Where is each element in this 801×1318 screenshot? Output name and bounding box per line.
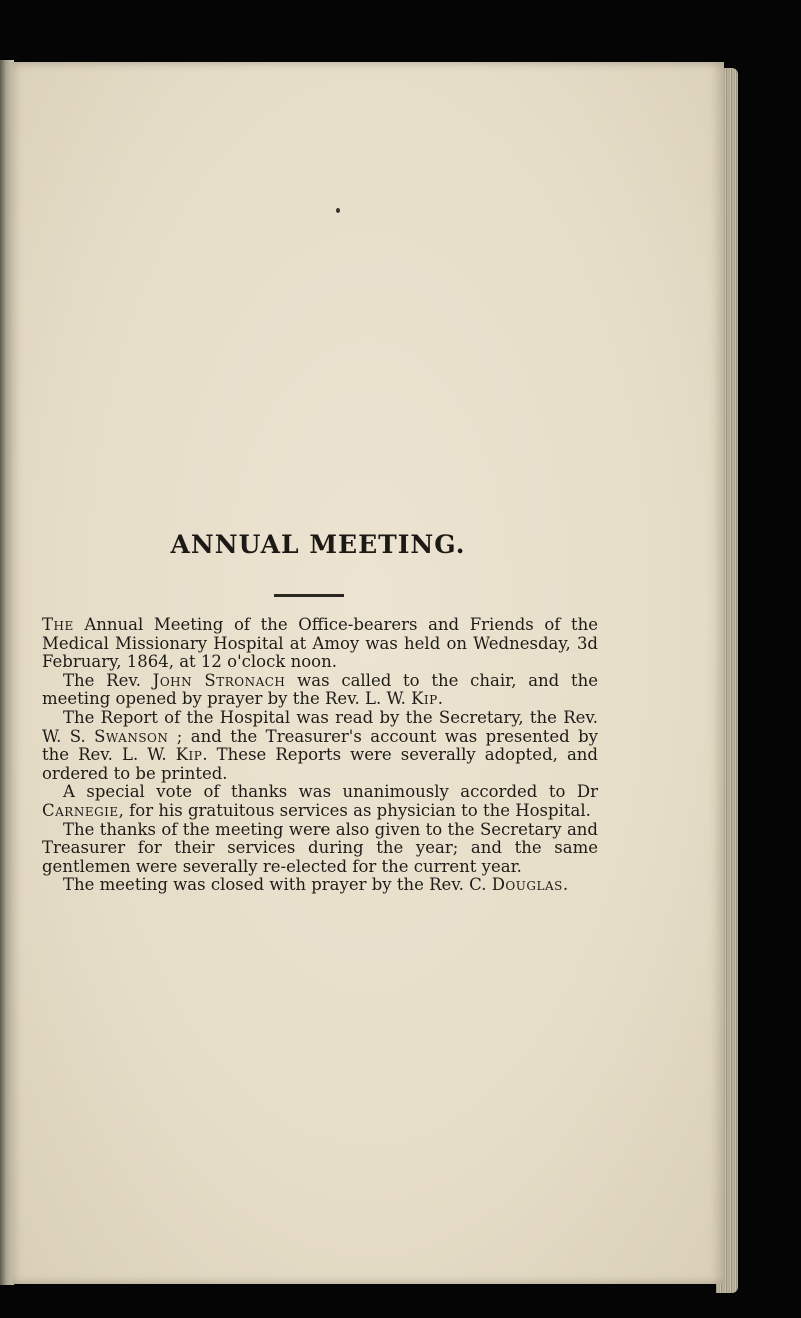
paragraph-text: was called to the chair, and the meeting opened by prayer by the Rev. L. W.	[42, 670, 599, 709]
paragraph-1	[42, 616, 598, 672]
lead-word: The	[42, 615, 74, 634]
meeting-minutes	[42, 616, 598, 895]
paragraph-2	[42, 672, 598, 709]
book-page	[12, 62, 724, 1284]
person-name: Kip	[411, 689, 438, 709]
paragraph-text: Annual Meeting of the Office-bearers and Friends of the Medical Missionary Hospital at Amoy was held on Wednesday, 3d February, 1864, at 12 o'clock noon.	[42, 615, 598, 672]
person-name: Kip	[175, 745, 203, 765]
paragraph-text: .	[562, 875, 569, 895]
person-name: John Stronach	[152, 670, 286, 690]
paragraph-6	[42, 876, 598, 895]
title-rule	[274, 594, 344, 597]
paragraph-text: The thanks of the meeting were also given to the Secretary and Treasurer for their services during the year; and the same gentlemen were severally re-elected for the current year.	[42, 819, 598, 876]
page-title: ANNUAL MEETING.	[170, 530, 466, 559]
paper-speck	[336, 208, 340, 213]
paragraph-text: . These Reports were severally adopted, and ordered to be printed.	[42, 745, 598, 783]
paragraph-4	[42, 783, 598, 820]
paragraph-text: ; and the Treasurer's account was presented by the Rev. L. W.	[42, 726, 598, 765]
person-name: Douglas	[491, 875, 563, 895]
paragraph-text: The Report of the Hospital was read by the Secretary, the Rev. W. S.	[42, 707, 598, 746]
paragraph-text: The Rev.	[63, 670, 153, 690]
person-name: Carnegie	[42, 800, 119, 820]
paragraph-text: The meeting was closed with prayer by the Rev. C.	[63, 875, 492, 895]
person-name: Swanson	[94, 726, 169, 746]
paragraph-text: A special vote of thanks was unanimously accorded to Dr	[63, 782, 598, 802]
paragraph-text: .	[437, 689, 443, 709]
paragraph-3	[42, 709, 598, 783]
paragraph-text: , for his gratuitous services as physician to the Hospital.	[118, 800, 591, 820]
paragraph-5	[42, 821, 598, 877]
